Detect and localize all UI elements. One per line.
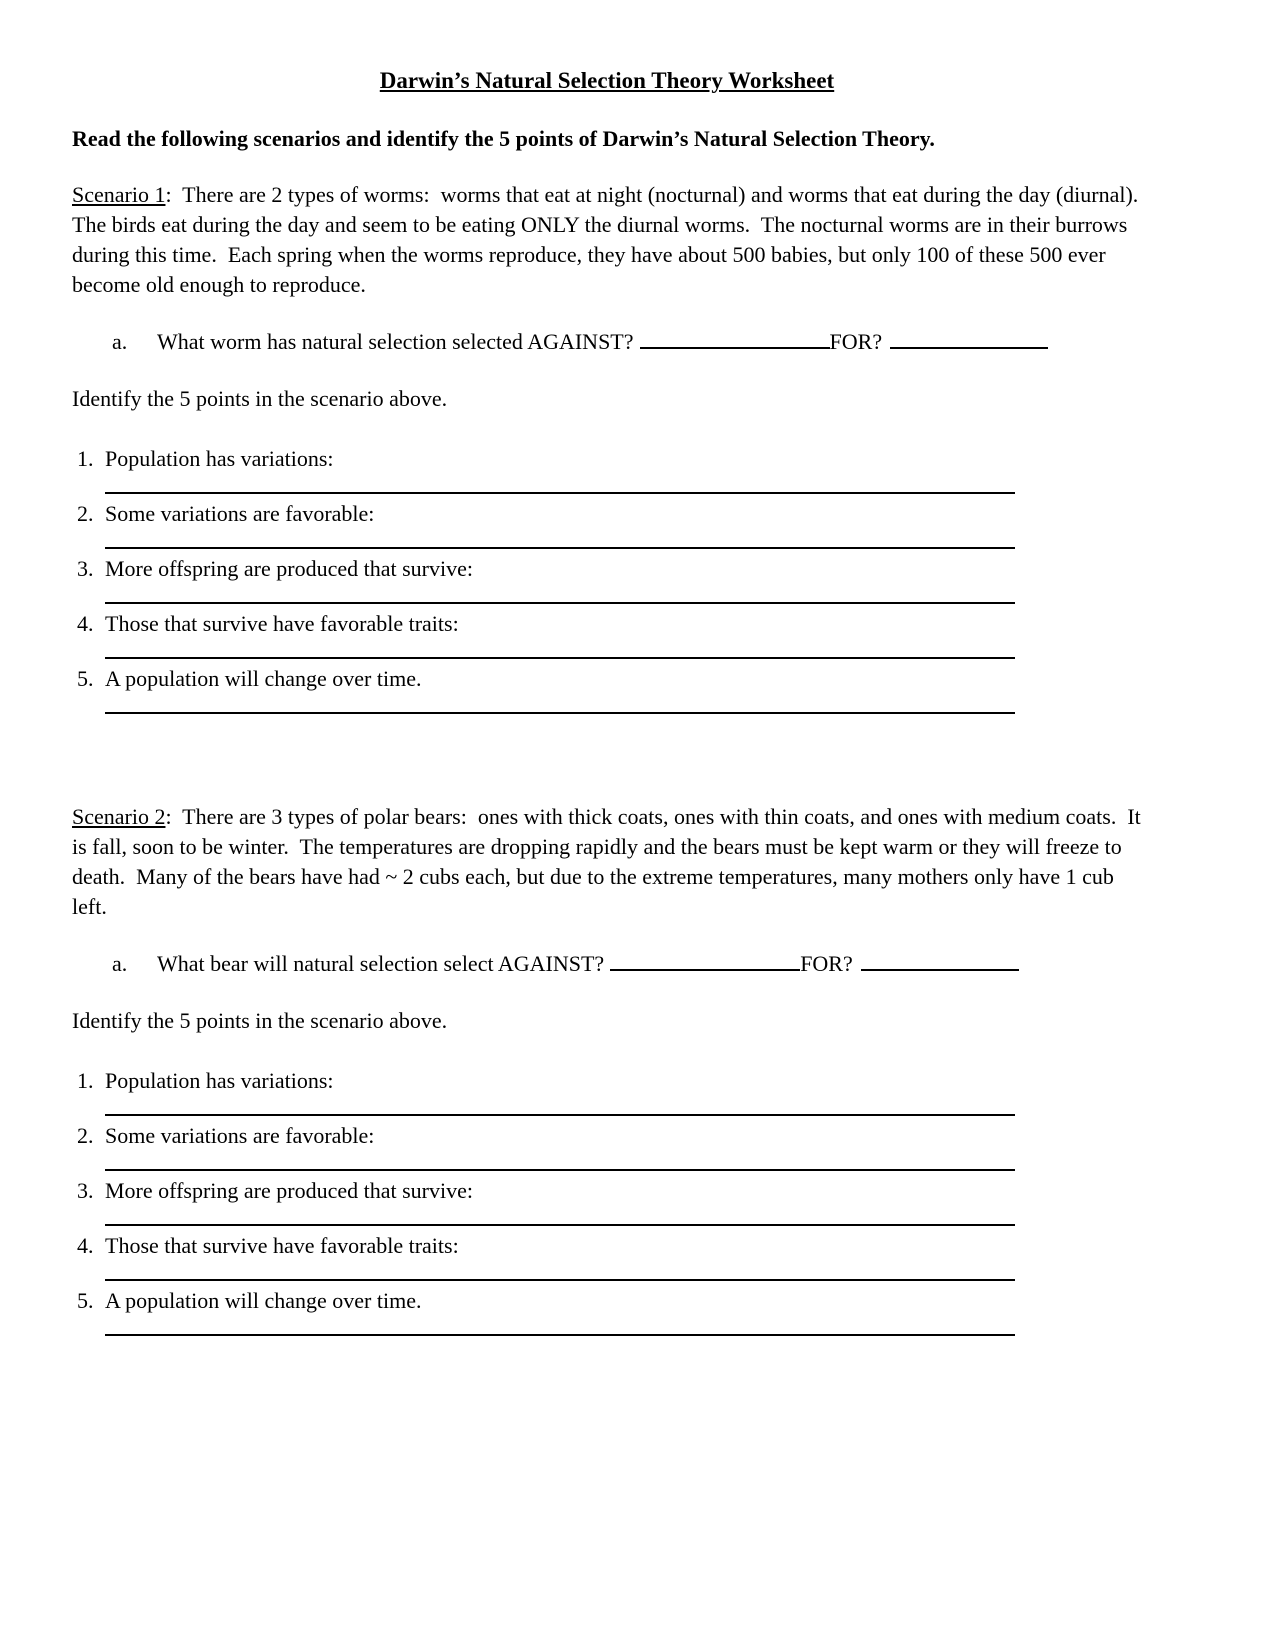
question-marker: a. bbox=[112, 329, 128, 354]
point-label bbox=[72, 664, 1142, 694]
point-text: Population has variations: bbox=[105, 1068, 334, 1093]
point-text: Some variations are favorable: bbox=[105, 501, 375, 526]
point-text: More offspring are produced that survive: bbox=[105, 556, 473, 581]
point-number: 4. bbox=[77, 611, 94, 636]
against-answer-blank[interactable] bbox=[610, 949, 800, 971]
point-number: 5. bbox=[77, 666, 94, 691]
point-label bbox=[72, 1066, 1142, 1096]
answer-line[interactable] bbox=[105, 1114, 1015, 1116]
point-number: 1. bbox=[77, 1068, 94, 1093]
question-marker: a. bbox=[112, 951, 128, 976]
point-label bbox=[72, 1286, 1142, 1316]
scenario-1-section bbox=[72, 180, 1149, 714]
for-label: FOR? bbox=[800, 951, 853, 976]
point-label bbox=[72, 444, 1142, 474]
point-item-1 bbox=[72, 1066, 1142, 1116]
point-item-4 bbox=[72, 1231, 1142, 1281]
point-text: A population will change over time. bbox=[105, 1288, 422, 1313]
point-item-4 bbox=[72, 609, 1142, 659]
for-label: FOR? bbox=[829, 329, 883, 354]
point-item-1 bbox=[72, 444, 1142, 494]
points-list bbox=[72, 1066, 1142, 1336]
point-number: 5. bbox=[77, 1288, 94, 1313]
point-item-5 bbox=[72, 1286, 1142, 1336]
scenario-1-paragraph bbox=[72, 180, 1149, 300]
point-number: 2. bbox=[77, 1123, 94, 1148]
point-label bbox=[72, 1231, 1142, 1261]
against-answer-blank[interactable] bbox=[640, 327, 830, 349]
page-title: Darwin’s Natural Selection Theory Worksheet bbox=[379, 68, 835, 93]
point-item-3 bbox=[72, 1176, 1142, 1226]
point-text: A population will change over time. bbox=[105, 666, 422, 691]
point-number: 1. bbox=[77, 446, 94, 471]
point-label bbox=[72, 499, 1142, 529]
scenario-2-paragraph bbox=[72, 802, 1147, 922]
worksheet-instruction: Read the following scenarios and identify the 5 points of Darwin’s Natural Selection Theory. bbox=[72, 126, 935, 151]
point-text: Some variations are favorable: bbox=[105, 1123, 375, 1148]
point-number: 4. bbox=[77, 1233, 94, 1258]
point-label bbox=[72, 554, 1142, 584]
point-number: 2. bbox=[77, 501, 94, 526]
scenario-2-section bbox=[72, 802, 1147, 1336]
point-label bbox=[72, 1176, 1142, 1206]
answer-line[interactable] bbox=[105, 657, 1015, 659]
point-text: More offspring are produced that survive: bbox=[105, 1178, 473, 1203]
point-item-2 bbox=[72, 499, 1142, 549]
point-text: Those that survive have favorable traits: bbox=[105, 611, 459, 636]
identify-instruction: Identify the 5 points in the scenario above. bbox=[72, 386, 448, 411]
point-label bbox=[72, 609, 1142, 639]
identify-instruction: Identify the 5 points in the scenario above. bbox=[72, 1008, 448, 1033]
scenario-2-question bbox=[72, 949, 1142, 979]
answer-line[interactable] bbox=[105, 712, 1015, 714]
point-item-2 bbox=[72, 1121, 1142, 1171]
answer-line[interactable] bbox=[105, 602, 1015, 604]
scenario-1-label: Scenario 1 bbox=[72, 182, 166, 207]
answer-line[interactable] bbox=[105, 1224, 1015, 1226]
answer-line[interactable] bbox=[105, 492, 1015, 494]
point-text: Those that survive have favorable traits: bbox=[105, 1233, 459, 1258]
point-text: Population has variations: bbox=[105, 446, 334, 471]
point-item-5 bbox=[72, 664, 1142, 714]
question-text: What bear will natural selection select AGAINST? bbox=[157, 951, 605, 976]
answer-line[interactable] bbox=[105, 1169, 1015, 1171]
for-answer-blank[interactable] bbox=[861, 949, 1019, 971]
scenario-2-label: Scenario 2 bbox=[72, 804, 166, 829]
for-answer-blank[interactable] bbox=[890, 327, 1048, 349]
point-number: 3. bbox=[77, 556, 94, 581]
question-text: What worm has natural selection selected AGAINST? bbox=[157, 329, 634, 354]
point-label bbox=[72, 1121, 1142, 1151]
scenario-1-question bbox=[72, 327, 1142, 357]
answer-line[interactable] bbox=[105, 547, 1015, 549]
point-number: 3. bbox=[77, 1178, 94, 1203]
answer-line[interactable] bbox=[105, 1279, 1015, 1281]
answer-line[interactable] bbox=[105, 1334, 1015, 1336]
scenario-2-text: : There are 3 types of polar bears: ones with thick coats, ones with thin coats, and ones with medium coats. It is fall, soon to be winter. The temperatures are dropping rapidly and the bears must be kept warm or they will freeze to death. Many of the bears have had ~ 2 cubs each, but due to the extreme temperatures, many mothers only have 1 cub left. bbox=[72, 804, 1147, 919]
points-list bbox=[72, 444, 1142, 714]
point-item-3 bbox=[72, 554, 1142, 604]
scenario-1-text: : There are 2 types of worms: worms that eat at night (nocturnal) and worms that eat during the day (diurnal). The birds eat during the day and seem to be eating ONLY the diurnal worms. The nocturnal worms are in their burrows during this time. Each spring when the worms reproduce, they have about 500 babies, but only 100 of these 500 ever become old enough to reproduce. bbox=[72, 182, 1149, 297]
